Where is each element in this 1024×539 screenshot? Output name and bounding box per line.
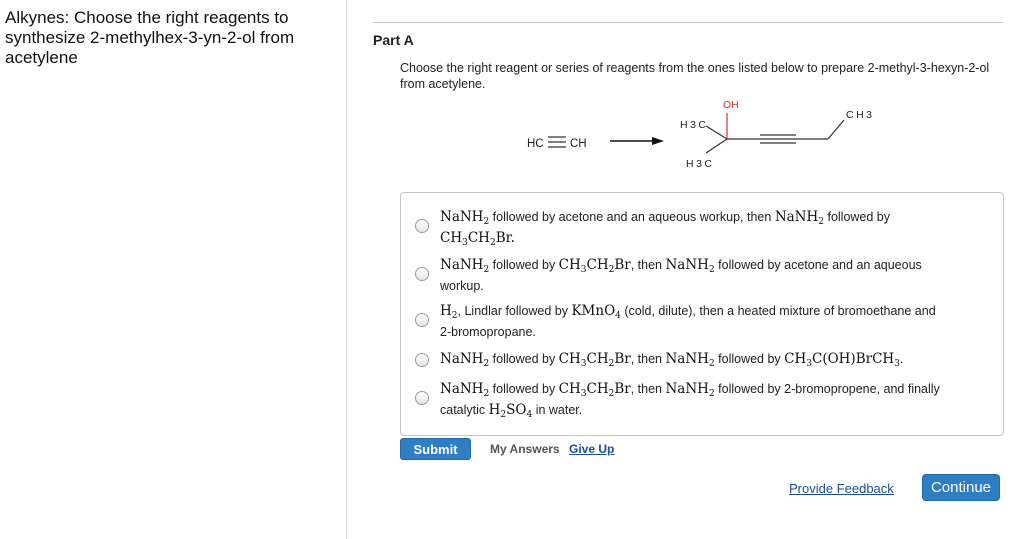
submit-button[interactable]: Submit: [400, 438, 471, 460]
answer-options: [400, 192, 1004, 436]
part-label: Part A: [373, 32, 414, 48]
radio-button[interactable]: [415, 219, 429, 233]
provide-feedback-link[interactable]: Provide Feedback: [789, 481, 894, 496]
problem-title: Alkynes: Choose the right reagents to synthesize 2-methylhex-3-yn-2-ol from acetylene: [5, 8, 295, 67]
option-text: $H_2$, Lindlar followed by KMnO$_4$ (cold, dilute), then a heated mixture of bromoethane and 2-bromopropane.: [440, 303, 936, 339]
methyl-top-label: H3C: [680, 119, 706, 131]
reaction-scheme: [400, 92, 1000, 184]
my-answers-link[interactable]: My Answers: [490, 442, 560, 456]
give-up-link[interactable]: Give Up: [569, 442, 615, 456]
option-text: NaNH$_2$ followed by $CH_3CH_2Br$, then NaNH$_2$ followed by acetone and an aqueous workup.: [440, 257, 922, 293]
radio-button[interactable]: [415, 313, 429, 327]
option-text: NaNH$_2$ followed by $CH_3CH_2Br$, then NaNH$_2$ followed by 2-bromopropene, and finally catalytic $H_2SO_4$ in water.: [440, 381, 940, 420]
acetylene-left-label: HC: [527, 138, 544, 150]
reaction-arrow-icon: [610, 137, 664, 145]
methyl-bottom-label: H3C: [686, 158, 712, 170]
part-divider: [373, 22, 1003, 23]
continue-button[interactable]: Continue: [922, 474, 1000, 501]
radio-button[interactable]: [415, 267, 429, 281]
radio-button[interactable]: [415, 391, 429, 405]
product-structure: [706, 113, 844, 153]
radio-button[interactable]: [415, 353, 429, 367]
sidebar: [0, 0, 347, 539]
acetylene-right-label: CH: [570, 138, 587, 150]
question-text: Choose the right reagent or series of reagents from the ones listed below to prepare 2-methyl-3-hexyn-2-ol from acetylene.: [400, 61, 990, 91]
triple-bond-icon: [548, 137, 566, 147]
methyl-right-label: CH3: [846, 109, 872, 121]
option-text: NaNH$_2$ followed by acetone and an aqueous workup, then NaNH$_2$ followed by $CH_3CH_2Br$.: [440, 209, 891, 248]
hydroxyl-label: OH: [723, 99, 739, 111]
option-text: NaNH$_2$ followed by $CH_3CH_2Br$, then NaNH$_2$ followed by $CH_3C(OH)BrCH_3$.: [440, 351, 904, 369]
